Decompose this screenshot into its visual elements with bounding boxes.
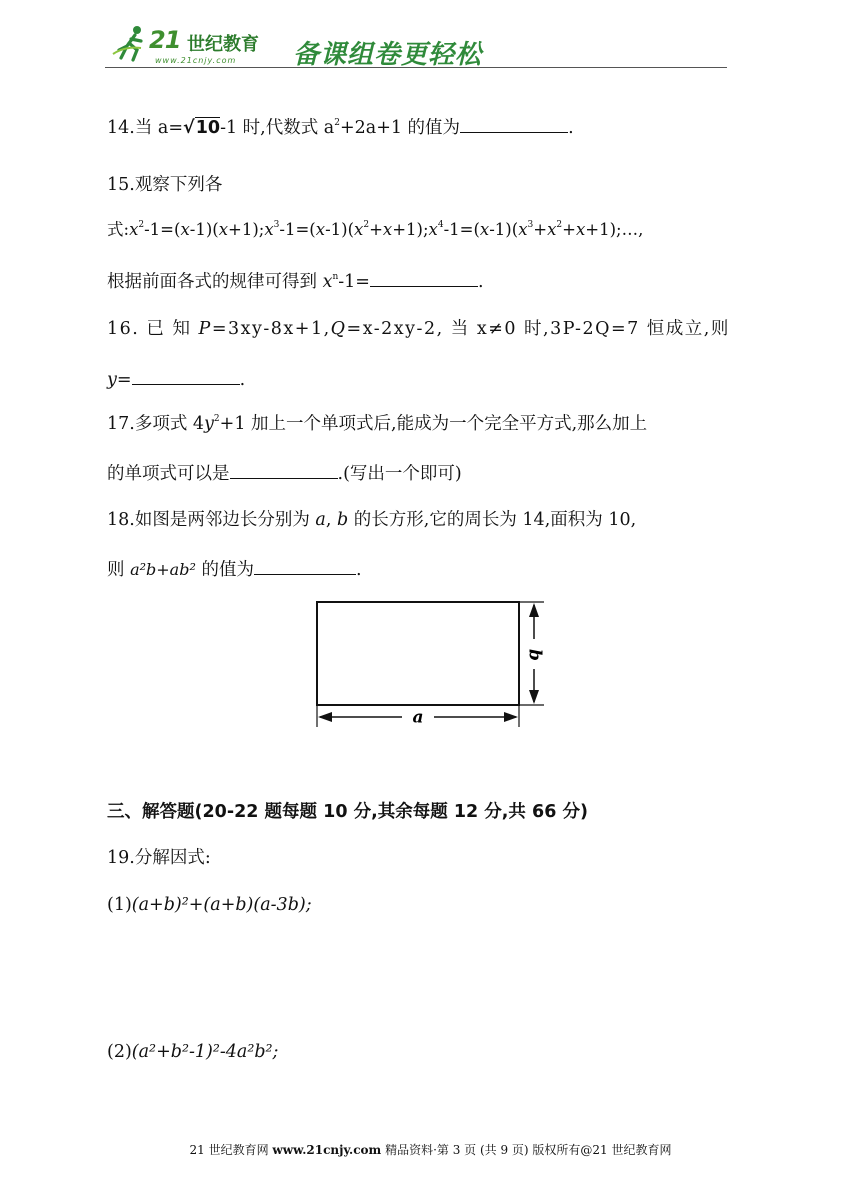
logo-number: 21 [149,26,181,54]
q18-text-2: 的长方形,它的周长为 14,面积为 10, [353,510,637,530]
header-divider [105,67,727,68]
question-14 [107,114,574,143]
q15-text-part: +1);…, [585,220,644,239]
q15-var: x [180,220,190,239]
q14-exponent: 2 [334,118,340,128]
rectangle-figure [312,597,552,729]
q15-text-part: -1)( [189,220,219,239]
q15-exponent: 2 [556,220,563,230]
q15-exponent: 3 [527,220,534,230]
question-19-part-2 [107,1040,278,1064]
q15-exponent: 3 [273,220,280,230]
q15-var: x [518,220,528,239]
answer-blank-15[interactable] [370,268,478,287]
arrow-up-icon [529,603,539,617]
logo-url: www.21cnjy.com [155,56,237,65]
footer-info: 精品资料·第 3 页 (共 9 页) 版权所有@21 世纪教育网 [385,1143,672,1157]
q17-text-3: 的单项式可以是 [107,464,230,484]
q16-var-p: P [198,319,212,339]
sqrt-symbol: √10 [183,118,221,138]
q18-text: 18.如图是两邻边长分别为 [107,510,310,530]
q14-text-3: +2a+1 的值为 [339,118,461,138]
arrow-right-icon [504,712,518,722]
q15-var: x [575,220,586,239]
q17-text: 17.多项式 4 [107,414,205,434]
q19-part1-label: (1) [107,895,132,915]
logo-text: 世纪教育 [187,34,259,55]
runner-logo-icon [111,24,151,64]
q17-text-4: .(写出一个即可) [337,464,462,484]
q15-var: x [129,220,139,239]
q15-var: x [479,220,490,239]
answer-blank-18[interactable] [254,556,356,575]
q14-text: 当 a= [134,118,184,138]
q17-exponent: 2 [213,414,220,424]
q15-var: x [354,220,364,239]
header-slogan: 备课组卷更轻松 [293,40,483,70]
q16-p-expr: =3xy-8x+1, [211,319,331,339]
rectangle-shape [317,602,519,705]
q16-q-expr: =x-2xy-2, [346,319,444,339]
q16-text: 16. 已 知 [107,319,192,339]
question-15-line-2 [107,218,643,245]
q15-text: 根据前面各式的规律可得到 [107,272,317,292]
q15-text-part: + [369,220,383,239]
q15-exponent: 2 [138,220,145,230]
question-19-part-1 [107,893,312,917]
q15-exponent: 4 [437,220,444,230]
q15-text-part: -1)( [325,220,355,239]
q18-expression: a²b+ab² [130,560,196,579]
answer-blank-17[interactable] [230,460,338,479]
q16-end: . [239,370,246,390]
question-17-line-1 [107,412,647,439]
page-footer [0,1141,861,1158]
answer-blank-14[interactable] [460,114,568,133]
q18-text-4: 的值为 [201,560,254,580]
q18-var-b: b [337,510,349,530]
q19-part2-label: (2) [107,1042,132,1062]
question-16-line-1 [107,317,730,341]
q15-text-part: -1=( [279,220,316,239]
q15-text-part: -1=( [144,220,181,239]
q15-text-part: + [562,220,576,239]
q15-exponent-n: n [332,272,339,282]
q16-y: y= [107,370,132,390]
q15-var: x [264,220,274,239]
question-15-line-3 [107,268,484,297]
q15-exponent: 2 [363,220,370,230]
q18-text-3: 则 [107,560,125,580]
q15-var: x [428,220,438,239]
arrow-down-icon [529,690,539,704]
q14-radicand: 10 [195,118,221,138]
q16-condition: 当 x≠0 时,3P-2Q=7 恒成立,则 [450,319,730,339]
q15-text-part: -1=( [443,220,480,239]
arrow-left-icon [318,712,332,722]
q18-end: . [355,560,362,580]
q15-text-part: + [533,220,548,239]
q15-var: x [218,220,229,239]
q15-var: x [547,220,557,239]
q14-number: 14. [107,118,135,138]
question-15-line-1: 15.观察下列各 [107,175,223,195]
answer-blank-16[interactable] [132,366,240,385]
q15-text-part: +1); [228,220,265,239]
q14-end: . [568,118,574,138]
section-title: 三、解答题(20-22 题每题 10 分,其余每题 12 分,共 66 分) [107,802,588,822]
footer-site: 21 世纪教育网 [189,1143,269,1157]
q16-var-q: Q [330,319,347,339]
q17-var: y [204,414,214,434]
question-19-title: 19.分解因式: [107,848,211,868]
q15-text-part: -1)( [489,220,519,239]
q19-part1-expr: (a+b)²+(a+b)(a-3b); [131,895,312,915]
q15-var: x [315,220,326,239]
question-16-line-2 [107,366,245,392]
footer-url[interactable]: www.21cnjy.com [272,1143,382,1157]
question-17-line-2 [107,460,462,486]
q15-end: . [477,272,484,292]
q15-var: x [382,220,393,239]
q15-var: x [322,272,333,292]
question-18-line-2 [107,556,362,582]
q15-text-part: +1); [392,220,429,239]
q19-part2-expr: (a²+b²-1)²-4a²b²; [131,1042,279,1062]
page-header [105,22,727,72]
q17-text-2: +1 加上一个单项式后,能成为一个完全平方式,那么加上 [219,414,648,434]
q14-text-2: -1 时,代数式 a [220,118,335,138]
q18-var-a: a [315,510,326,530]
q15-text-2: -1= [338,272,370,292]
label-a: a [412,707,424,728]
q18-sep: , [325,510,332,530]
question-18-line-1 [107,508,636,532]
q15-text-part: 式: [107,220,130,239]
label-b: b [524,649,545,661]
